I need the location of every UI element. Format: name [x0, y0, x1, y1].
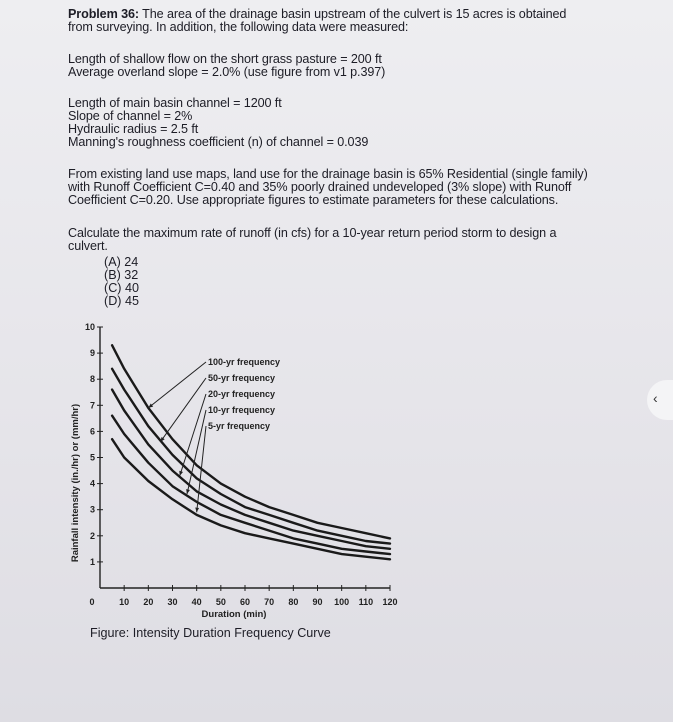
overland-slope: Average overland slope = 2.0% (use figure from v1 p.397): [68, 65, 386, 79]
y-tick-label-10: 10: [84, 322, 95, 332]
idf-chart: [60, 305, 410, 623]
channel-data: [68, 97, 628, 149]
problem-intro: [68, 8, 628, 34]
annotation-arrow-1: [160, 378, 206, 442]
choice-c[interactable]: (C) 40: [104, 281, 139, 295]
annotation-arrow-4: [197, 426, 206, 512]
channel-slope: Slope of channel = 2%: [68, 109, 193, 123]
question-line-1: Calculate the maximum rate of runoff (in cfs) for a 10-year return period storm to design a: [68, 226, 557, 240]
annotation-arrowhead-1: [160, 437, 164, 442]
annotation-arrow-0: [148, 362, 206, 408]
shallow-flow-length: Length of shallow flow on the short grass pasture = 200 ft: [68, 52, 382, 66]
y-axis-label: Rainfall intensity (in./hr) or (mm/hr): [70, 403, 81, 563]
choice-a[interactable]: (A) 24: [104, 255, 139, 269]
x-tick-label-30: 30: [167, 597, 178, 607]
x-tick-label-20: 20: [143, 597, 154, 607]
annotation-10-yr-frequency: 10-yr frequency: [208, 405, 276, 415]
question-line-2: culvert.: [68, 239, 108, 253]
manning-coefficient: Manning's roughness coefficient (n) of channel = 0.039: [68, 135, 369, 149]
question: [68, 227, 628, 253]
x-tick-label-110: 110: [358, 597, 374, 607]
intro-line-2: from surveying. In addition, the following data were measured:: [68, 20, 409, 34]
chevron-left-icon: ‹: [653, 390, 658, 406]
annotation-20-yr-frequency: 20-yr frequency: [208, 389, 276, 399]
y-tick-label-8: 8: [89, 374, 95, 385]
x-tick-label-100: 100: [334, 597, 350, 607]
y-tick-label-5: 5: [89, 452, 95, 463]
annotation-50-yr-frequency: 50-yr frequency: [208, 373, 276, 383]
land-use-paragraph: [68, 168, 648, 207]
overland-data: [68, 53, 628, 79]
land-use-line-1: From existing land use maps, land use for the drainage basin is 65% Residential (single family): [68, 167, 588, 181]
annotation-100-yr-frequency: 100-yr frequency: [208, 357, 281, 367]
land-use-line-3: Coefficient C=0.20. Use appropriate figures to estimate parameters for these calculations.: [68, 193, 559, 207]
land-use-line-2: with Runoff Coefficient C=0.40 and 35% poorly drained undeveloped (3% slope) with Runoff: [68, 180, 572, 194]
y-tick-label-7: 7: [89, 400, 95, 411]
y-tick-label-9: 9: [89, 348, 95, 359]
x-tick-label-90: 90: [312, 597, 323, 607]
x-tick-label-60: 60: [239, 597, 251, 607]
x-tick-label-120: 120: [382, 597, 398, 607]
annotation-arrowhead-2: [179, 471, 183, 476]
hydraulic-radius: Hydraulic radius = 2.5 ft: [68, 122, 199, 136]
choice-d[interactable]: (D) 45: [104, 294, 139, 308]
x-axis-label: Duration (min): [201, 609, 267, 620]
y-tick-label-1: 1: [89, 556, 95, 567]
intro-line-1: The area of the drainage basin upstream of the culvert is 15 acres is obtained: [139, 7, 567, 21]
y-tick-label-6: 6: [89, 426, 95, 437]
y-tick-label-2: 2: [89, 530, 95, 541]
x-tick-label-50: 50: [215, 597, 226, 607]
annotation-5-yr-frequency: 5-yr frequency: [208, 421, 271, 431]
y-tick-label-4: 4: [89, 478, 95, 489]
x-tick-label-80: 80: [288, 597, 299, 607]
x-tick-label-10: 10: [119, 597, 130, 607]
choice-b[interactable]: (B) 32: [104, 268, 139, 282]
plot-area: [85, 322, 398, 607]
x-tick-label-70: 70: [264, 597, 275, 607]
answer-choices: [104, 256, 139, 308]
y-tick-label-3: 3: [89, 504, 95, 515]
channel-length: Length of main basin channel = 1200 ft: [68, 96, 282, 110]
x-tick-label-0: 0: [89, 597, 95, 607]
figure-caption: Figure: Intensity Duration Frequency Curve: [90, 626, 331, 640]
x-tick-label-40: 40: [191, 597, 202, 607]
problem-title: Problem 36:: [68, 7, 139, 21]
